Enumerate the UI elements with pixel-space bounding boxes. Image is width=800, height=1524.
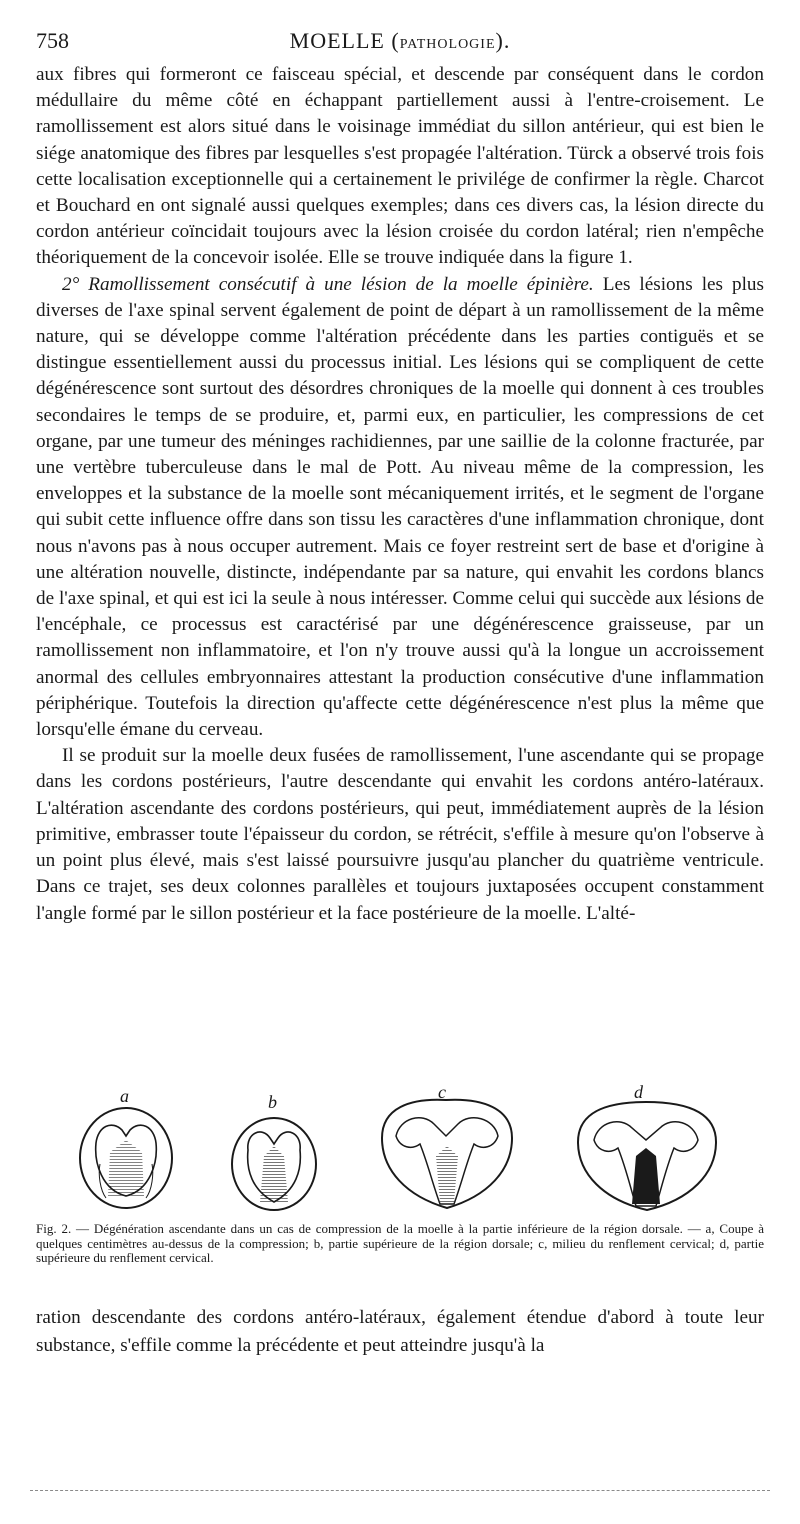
figure-label-b: b xyxy=(268,1092,277,1112)
section-heading-2: 2° Ramollissement consécutif à une lésion de la moelle épinière. xyxy=(62,273,594,295)
paragraph-4: ration descendante des cordons antéro-latéraux, également étendue d'abord à toute leur substance, s'effile comme la précédente et peut atteindre jusqu'à la xyxy=(36,1307,764,1356)
figure-label-d: d xyxy=(634,1082,643,1102)
running-head-smallcaps: PATHOLOGIE xyxy=(399,37,496,52)
figure-label-a: a xyxy=(120,1086,129,1106)
running-head-close: ). xyxy=(495,28,511,53)
page-number: 758 xyxy=(36,28,69,53)
running-head xyxy=(36,28,764,54)
figure-label-c: c xyxy=(438,1082,446,1102)
body-text-bottom xyxy=(36,1304,764,1360)
paragraph-1: aux fibres qui formeront ce faisceau spécial, et descende par conséquent dans le cordon médullaire du même côté en échappant partiellement aussi à l'entre-croisement. Le ramollissement est alors situé dans le voisinage immédiat du sillon antérieur, qui est bien le siége anatomique des fibres par lesquelles s'est propagée l'altération. Türck a observé trois fois cette localisation exceptionnelle qui a certainement le privilége de confirmer la règle. Charcot et Bouchard en ont signalé aussi quelques exemples; dans ces divers cas, la lésion directe du cordon antérieur coïncidait toujours avec la lésion croisée du cordon latéral; rien n'empêche théoriquement de la concevoir isolée. Elle se trouve indiquée dans la figure 1. xyxy=(36,64,764,269)
cord-section-c xyxy=(382,1082,512,1208)
paragraph-2-text: Les lésions les plus diverses de l'axe spinal servent également de point de départ à un ramollissement de la même nature, qui se développe comme l'altération précédente dans les parties contiguës et se distingue essentiellement aussi du processus initial. Les lésions qui se compliquent de cette dégénérescence sont surtout des désordres chroniques de la moelle qui donnent à ces troubles secondaires le temps de se produire, et, parmi eux, en particulier, les compressions de cet organe, par une tumeur des méninges rachidiennes, par une saillie de la colonne fracturée, par une vertèbre tuberculeuse dans le mal de Pott. Au niveau même de la compression, les enveloppes et la substance de la moelle sont mécaniquement irrités, et le segment de l'organe qui subit cette influence offre dans son tissu les caractères d'une inflammation chronique, dont nous n'avons pas à nous occuper autrement. Mais ce foyer restreint sert de base et d'origine à une altération nouvelle, distincte, indépendante par sa nature, qui envahit les cordons blancs de l'axe spinal, et qui est ici la seule à nous intéresser. Comme celui qui succède aux lésions de l'encéphale, ce processus est caractérisé par une dégénérescence graisseuse, par un ramollissement non inflammatoire, et l'on n'y trouve aussi qu'à la longue un accroissement anormal des cellules embryonnaires attestant la production consécutive d'une inflammation périphérique. Toutefois la direction qu'affecte cette dégénérescence n'est plus la même que lorsqu'elle émane du cerveau. xyxy=(36,273,764,741)
caption-label: Fig. 2. xyxy=(36,1221,72,1236)
running-head-main: MOELLE ( xyxy=(289,28,400,53)
cord-section-b xyxy=(232,1092,316,1210)
figure-2-illustration xyxy=(70,1078,760,1218)
caption-text: — Dégénération ascendante dans un cas de compression de la moelle à la partie inférieure de la région dorsale. — a, Coupe à quelques centimètres au-dessus de la compression; b, partie supérieure de la région dorsale; c, milieu du renflement cervical; d, partie supérieure du renflement cervical. xyxy=(36,1221,764,1265)
body-text-top xyxy=(36,62,764,927)
cord-section-d xyxy=(578,1082,716,1210)
figure-2 xyxy=(70,1078,760,1218)
paragraph-3: Il se produit sur la moelle deux fusées de ramollissement, l'une ascendante qui se propage dans les cordons postérieurs, l'autre descendante qui envahit les cordons antéro-latéraux. L'altération ascendante des cordons postérieurs, qui peut, immédiatement auprès de la lésion primitive, embrasser toute l'épaisseur du cordon, se rétrécit, s'effile à mesure qu'on l'observe à un point plus élevé, mais s'est laissé poursuivre jusqu'au plancher du quatrième ventricule. Dans ce trajet, ses deux colonnes parallèles et toujours juxtaposées occupent constamment l'angle formé par le sillon postérieur et la face postérieure de la moelle. L'alté- xyxy=(36,745,764,924)
cord-section-a xyxy=(80,1086,172,1208)
paragraph-2 xyxy=(36,272,764,744)
footer-rule xyxy=(30,1490,770,1491)
page-header xyxy=(36,28,764,58)
figure-caption xyxy=(36,1222,764,1266)
